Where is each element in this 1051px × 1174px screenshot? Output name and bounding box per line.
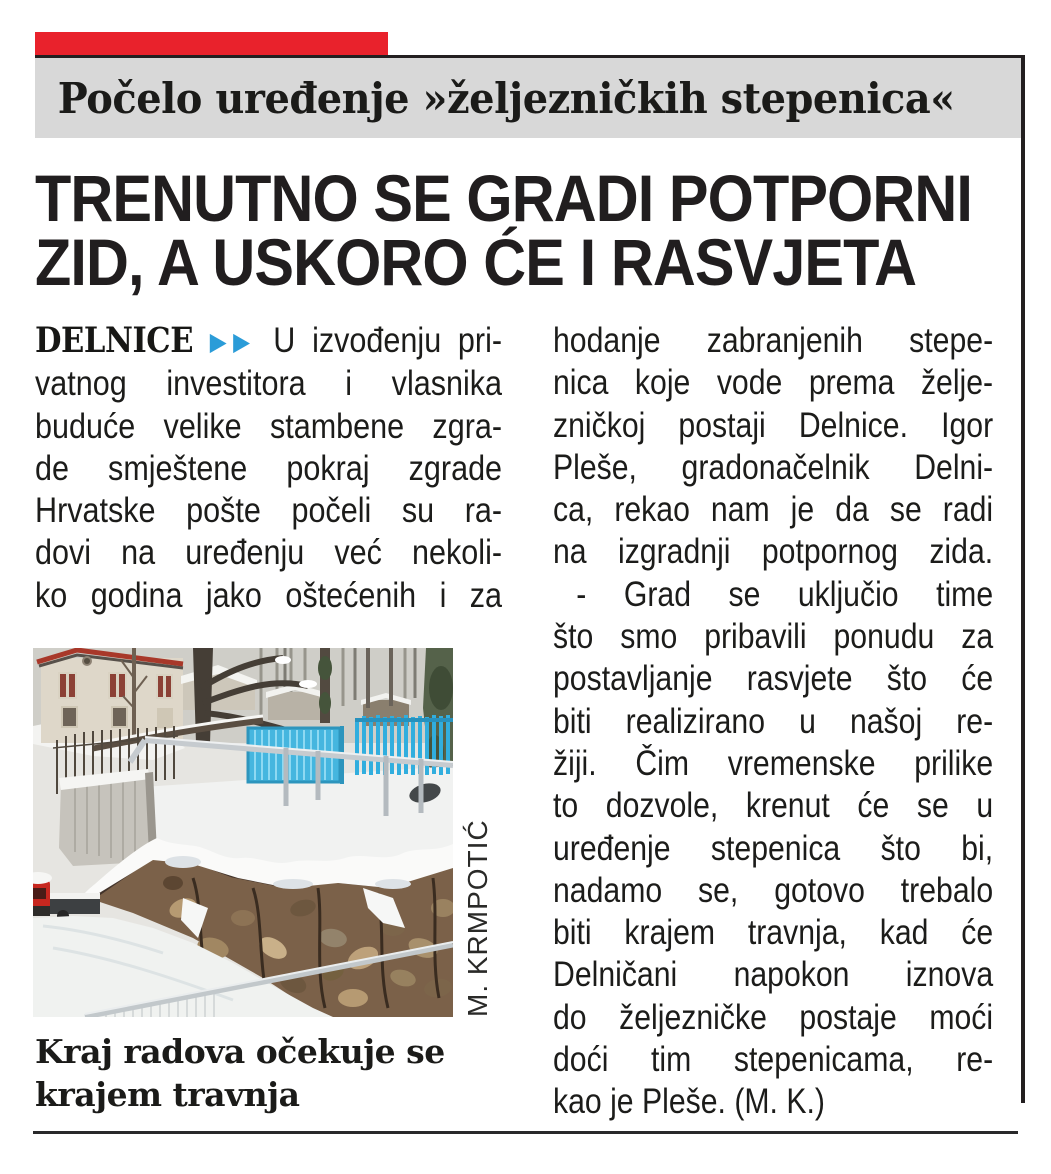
dateline-chevrons-icon: ▶▶ bbox=[209, 327, 257, 356]
kicker-text: Počelo uređenje »željezničkih stepenica« bbox=[57, 73, 955, 123]
text-line: to dozvole, krenut će se u bbox=[553, 786, 994, 826]
bottom-rule bbox=[33, 1131, 1018, 1134]
left-column-lines bbox=[35, 363, 502, 617]
text-line: uređenje stepenica što bi, bbox=[553, 828, 994, 868]
photo-caption bbox=[35, 1030, 515, 1116]
kicker-band bbox=[35, 55, 1025, 138]
headline bbox=[35, 161, 1025, 299]
headline-line-2: ZID, A USKORO ĆE I RASVJETA bbox=[35, 225, 917, 299]
text-line: biti realizirano u našoj re- bbox=[553, 701, 994, 741]
text-line: do željezničke postaje moći bbox=[553, 997, 994, 1037]
body-left-column bbox=[35, 320, 502, 617]
text-line: ko godina jako oštećenih i za bbox=[35, 575, 503, 615]
text-line: vatnog investitora i vlasnika bbox=[35, 364, 503, 404]
caption-line-2: krajem travnja bbox=[35, 1075, 300, 1114]
text-line: biti krajem travnja, kad će bbox=[553, 913, 994, 953]
text-line: kao je Pleše. (M. K.) bbox=[553, 1082, 825, 1122]
right-column-lines bbox=[553, 320, 993, 1124]
text-line: doći tim stepenicama, re- bbox=[553, 1040, 994, 1080]
text-line: nadamo se, gotovo trebalo bbox=[553, 870, 994, 910]
text-line: dovi na uređenju već nekoli- bbox=[35, 533, 503, 573]
text-line: Delničani napokon iznova bbox=[553, 955, 994, 995]
body-right-column bbox=[553, 320, 993, 1124]
text-line: na izgradnji potpornog zida. bbox=[553, 532, 994, 572]
text-line: Hrvatske pošte počeli su ra- bbox=[35, 491, 503, 531]
text-line: ca, rekao nam je da se radi bbox=[553, 490, 994, 530]
lead-line-text: U izvođenju pri- bbox=[273, 321, 503, 360]
article-photo bbox=[33, 648, 453, 1017]
text-line: Pleše, gradonačelnik Delni- bbox=[553, 447, 994, 487]
text-line: hodanje zabranjenih stepe- bbox=[553, 321, 994, 360]
text-line: što smo pribavili ponudu za bbox=[553, 617, 994, 657]
dateline: DELNICE bbox=[35, 320, 194, 361]
construction-site-photo-illustration bbox=[33, 648, 453, 1017]
caption-line-1: Kraj radova očekuje se bbox=[35, 1032, 445, 1071]
section-red-bar bbox=[35, 32, 388, 55]
text-line: žiji. Čim vremenske prilike bbox=[553, 743, 994, 783]
text-line: - Grad se uključio time bbox=[576, 574, 994, 614]
photo-credit: M. KRMPOTIĆ bbox=[462, 819, 493, 1017]
house bbox=[37, 650, 183, 743]
text-line: de smještene pokraj zgrade bbox=[35, 448, 503, 488]
text-line: postavljanje rasvjete što će bbox=[553, 659, 994, 699]
lead-line bbox=[35, 320, 502, 363]
text-line: zničkoj postaji Delnice. Igor bbox=[553, 405, 994, 445]
headline-line-1: TRENUTNO SE GRADI POTPORNI bbox=[35, 161, 972, 235]
text-line: buduće velike stambene zgra- bbox=[35, 406, 503, 446]
text-line: nica koje vode prema želje- bbox=[553, 363, 994, 403]
